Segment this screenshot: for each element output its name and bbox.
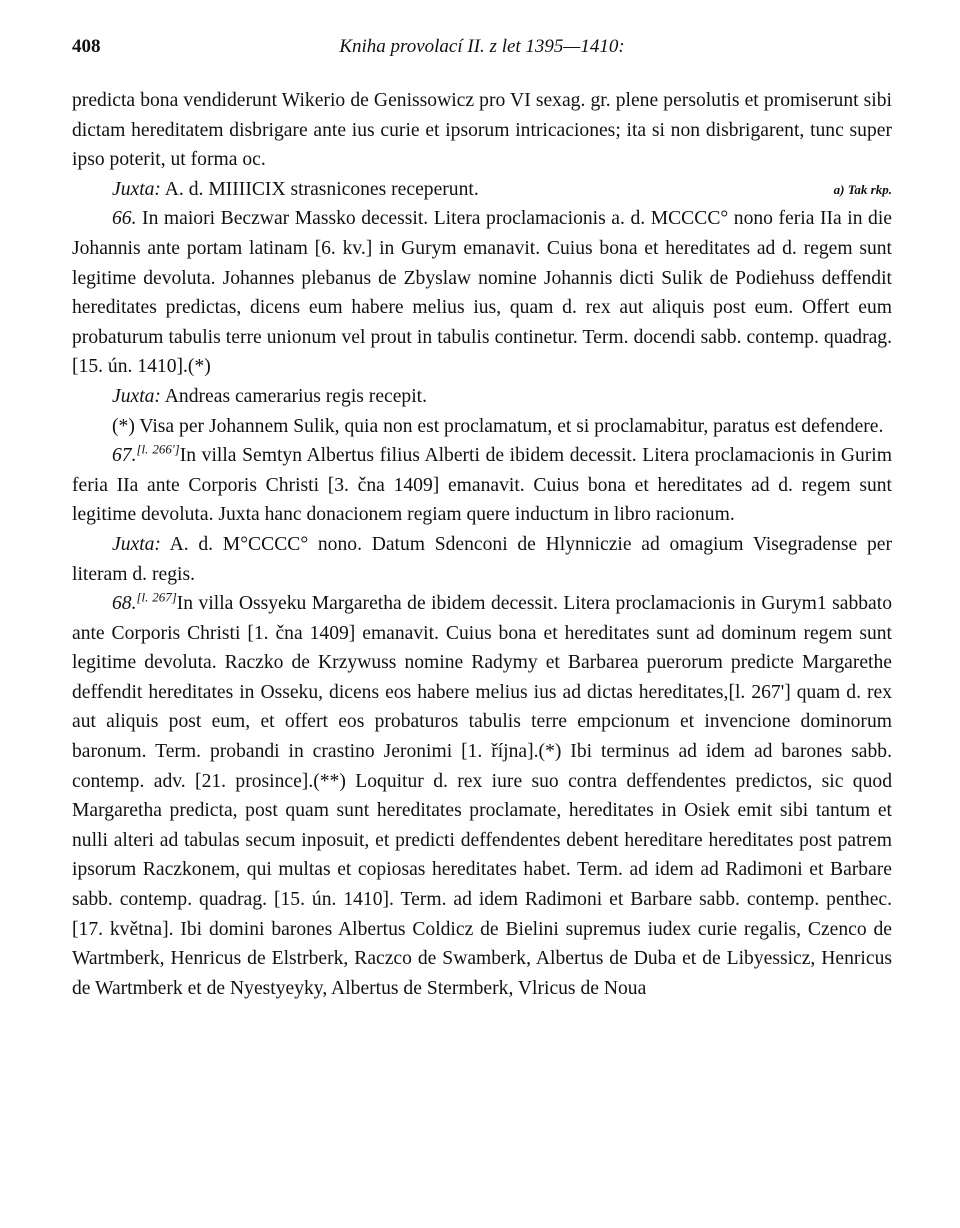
iuxta-text: A. d. MIIIICIX strasnicones receperunt. — [160, 178, 479, 200]
intro-text: predicta bona vendiderunt Wikerio de Genissowicz pro VI sexag. gr. plene persolutis et promiserunt sibi dictam hereditatem disbrigare ante ius curie et ipsorum intricaciones; ita si non disbrigarent, tunc super ipso poterit, ut forma oc. — [72, 90, 892, 171]
entry-66-iuxta-label: Juxta: — [112, 385, 161, 407]
entry-66-note — [72, 412, 892, 442]
page-body — [72, 86, 892, 1003]
entry-67-ref: [l. 266'] — [136, 441, 180, 457]
entry-66-note-text: (*) Visa per Johannem Sulik, quia non est proclamatum, et si proclamabitur, paratus est defendere. — [112, 415, 884, 437]
running-header — [72, 36, 892, 60]
entry-67 — [72, 441, 892, 530]
entry-67-text: In villa Semtyn Albertus filius Alberti de ibidem decessit. Litera proclamacionis in Gurim feria IIa ante Corporis Christi [3. čna 1409] emanavit. Cuius bona et hereditates ad d. regem sunt legitime devoluta. Juxta hanc donacionem regiam quere inductum in libro racionum. — [72, 445, 892, 526]
iuxta-label: Juxta: — [112, 178, 161, 200]
entry-66-iuxta-text: Andreas camerarius regis recepit. — [160, 385, 427, 407]
iuxta-line — [72, 175, 892, 205]
entry-67-number: 67. — [112, 445, 137, 467]
page-number: 408 — [72, 36, 101, 57]
entry-66-iuxta — [72, 382, 892, 412]
entry-66-number: 66. — [112, 208, 137, 230]
running-title: Kniha provolací II. z let 1395—1410: — [339, 36, 625, 57]
intro-paragraph — [72, 86, 892, 175]
entry-66-text: In maiori Beczwar Massko decessit. Litera proclamacionis a. d. MCCCC° nono feria IIa in die Johannis ante portam latinam [6. kv.] in Gurym emanavit. Cuius bona et hereditates ad d. regem sunt legitime devoluta. Johannes plebanus de Zbyslaw nomine Johannis dicti Sulik de Podiehuss deffendit hereditates predictas, dicens eum habere melius ius, quam d. rex aut aliquis post eum. Offert eum probaturum tabulis terre unionum vel prout in tabulis continetur. Term. docendi sabb. contemp. quadrag. [15. ún. 1410].(*) — [72, 208, 892, 378]
entry-67-iuxta-text: A. d. M°CCCC° nono. Datum Sdenconi de Hlynniczie ad omagium Visegradense per literam d. regis. — [72, 533, 892, 585]
entry-66 — [72, 204, 892, 382]
entry-68-ref: [l. 267] — [136, 589, 177, 605]
entry-68-text: In villa Ossyeku Margaretha de ibidem decessit. Litera proclamacionis in Gurym1 sabbato ante Corporis Christi [1. čna 1409] emanavit. Cuius bona et hereditates sunt ad dominum regem sunt legitime devoluta. Raczko de Krzywuss nomine Radymy et Barbarea puerorum predicte Margarethe deffendit hereditates in Osseku, dicens eos habere melius ius ad dictas hereditates,[l. 267'] quam d. rex aut aliquis post eum, et offert eos probaturos tabulis terre empcionum et invencione dominorum baronum. Term. probandi in crastino Jeronimi [1. října].(*) Ibi terminus ad idem ad barones sabb. contemp. adv. [21. prosince].(**) Loquitur d. rex iure suo contra deffendentes predictos, sic quod Margaretha predicta, post quam sunt hereditates proclamate, hereditates in Osiek emit sibi tantum et nulli alteri ad tabulas secum inposuit, et predicti deffendentes debent hereditare hereditates post patrem ipsorum Raczkonem, qui multas et copiosas hereditates habet. Term. ad idem ad Radimoni et Barbare sabb. contemp. quadrag. [15. ún. 1410]. Term. ad idem Radimoni et Barbare sabb. contemp. penthec. [17. května]. Ibi domini barones Albertus Coldicz de Bielini supremus iudex curie regalis, Czenco de Wartmberk, Henricus de Elstrberk, Raczco de Swamberk, Albertus de Duba et de Libyessicz, Henricus de Wartmberk et de Nyestyeyky, Albertus de Stermberk, Vlricus de Noua — [72, 593, 892, 999]
footnote-a: a) Tak rkp. — [833, 181, 892, 197]
entry-68-number: 68. — [112, 593, 137, 615]
entry-68 — [72, 589, 892, 1003]
entry-67-iuxta — [72, 530, 892, 589]
entry-67-iuxta-label: Juxta: — [112, 533, 161, 555]
